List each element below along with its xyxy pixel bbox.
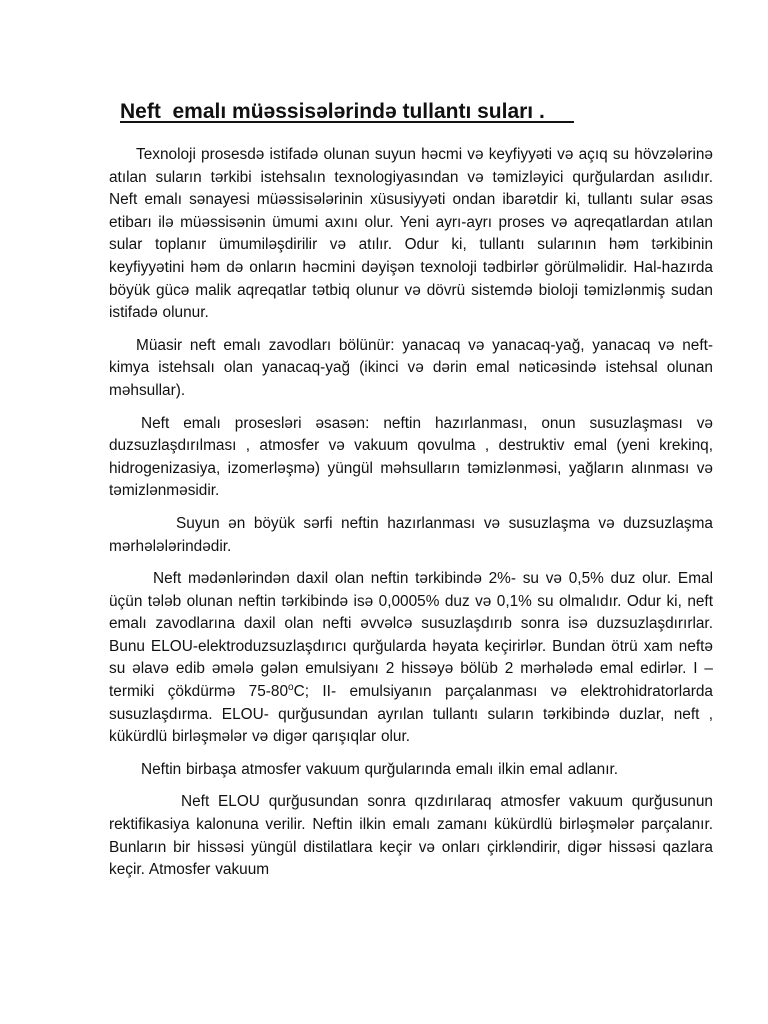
degree-superscript: o <box>288 681 294 693</box>
paragraph-1: Texnoloji prosesdə istifadə olunan suyun həcmi və keyfiyyəti və açıq su hövzələrinə atılan suların tərkibi istehsalın texnologiyasından və təmizləyici qurğulardan asılıdır. Neft emalı sənayesi müəssisələrinin xüsusiyyəti ondan ibarətdir ki, tullantı sular əsas etibarı ilə müəssisənin ümumi axını olur. Yeni ayrı-ayrı proses və aqreqatlardan atılan sular toplanır ümumiləşdirilir və atılır. Odur ki, tullantı sularının həm tərkibinin keyfiyyətini həm də onların həcmini dəyişən texnoloji tədbirlər görülməlidir. Hal-hazırda böyük gücə malik aqreqatlar tətbiq olunur və dövrü sistemdə bioloji təmizlənmiş sudan istifadə olunur. <box>109 146 713 322</box>
paragraph-7: Neft ELOU qurğusundan sonra qızdırılaraq atmosfer vakuum qurğusunun rektifikasiya kalonuna verilir. Neftin ilkin emalı zamanı kükürdlü birləşmələr parçalanır. Bunların bir hissəsi yüngül distilatlara keçir və onları çirkləndirir, digər hissəsi qazlara keçir. Atmosfer vakuum <box>109 793 713 879</box>
paragraph-5-part-2: C; II- emulsiyanın parçalanması və elektrohidratorlarda susuzlaşdırma. ELOU- qurğusundan ayrılan tullantı suların tərkibində duzlar, neft , kükürdlü birləşmələr və digər qarışıqlar olur. <box>109 683 713 746</box>
paragraph-2: Müasir neft emalı zavodları bölünür: yanacaq və yanacaq-yağ, yanacaq və neft-kimya istehsalı olan yanacaq-yağ (ikinci və dərin emal nəticəsində istehsal olunan məhsullar). <box>109 336 713 399</box>
paragraph-3: Neft emalı prosesləri əsasən: neftin hazırlanması, onun susuzlaşması və duzsuzlaşdırılması , atmosfer və vakuum qovulma , destruktiv emal (yeni krekinq, hidrogenizasiya, izomerləşmə) yüngül məhsulların təmizlənməsi, yağların alınması və təmizlənməsidir. <box>109 414 713 500</box>
document-title <box>120 98 713 126</box>
paragraph-5 <box>109 568 713 749</box>
document-page <box>109 98 713 882</box>
paragraph-4: Suyun ən böyük sərfi neftin hazırlanması və susuzlaşma və duzsuzlaşma mərhələlərindədir. <box>109 514 713 555</box>
paragraph-6: Neftin birbaşa atmosfer vakuum qurğularında emalı ilkin emal adlanır. <box>141 760 619 778</box>
paragraph-5-part-1: Neft mədənlərindən daxil olan neftin tərkibində 2%- su və 0,5% duz olur. Emal üçün tələb olunan neftin tərkibində isə 0,0005% duz və 0,1% su olmalıdır. Odur ki, neft emalı zavodlarına daxil olan nefti əvvəlcə susuzlaşdırıb sonra isə duzsuzlaşdırırlar. Bunu ELOU-elektroduzsuzlaşdırıcı qurğularda həyata keçirirlər. Bundan ötrü xam neftə su əlavə edib əmələ gələn emulsiyanı 2 hissəyə bölüb 2 mərhələdə emal edirlər. I – termiki çökdürmə 75-80 <box>109 570 713 701</box>
document-title-text: Neft emalı müəssisələrində tullantı suları . <box>120 100 574 123</box>
